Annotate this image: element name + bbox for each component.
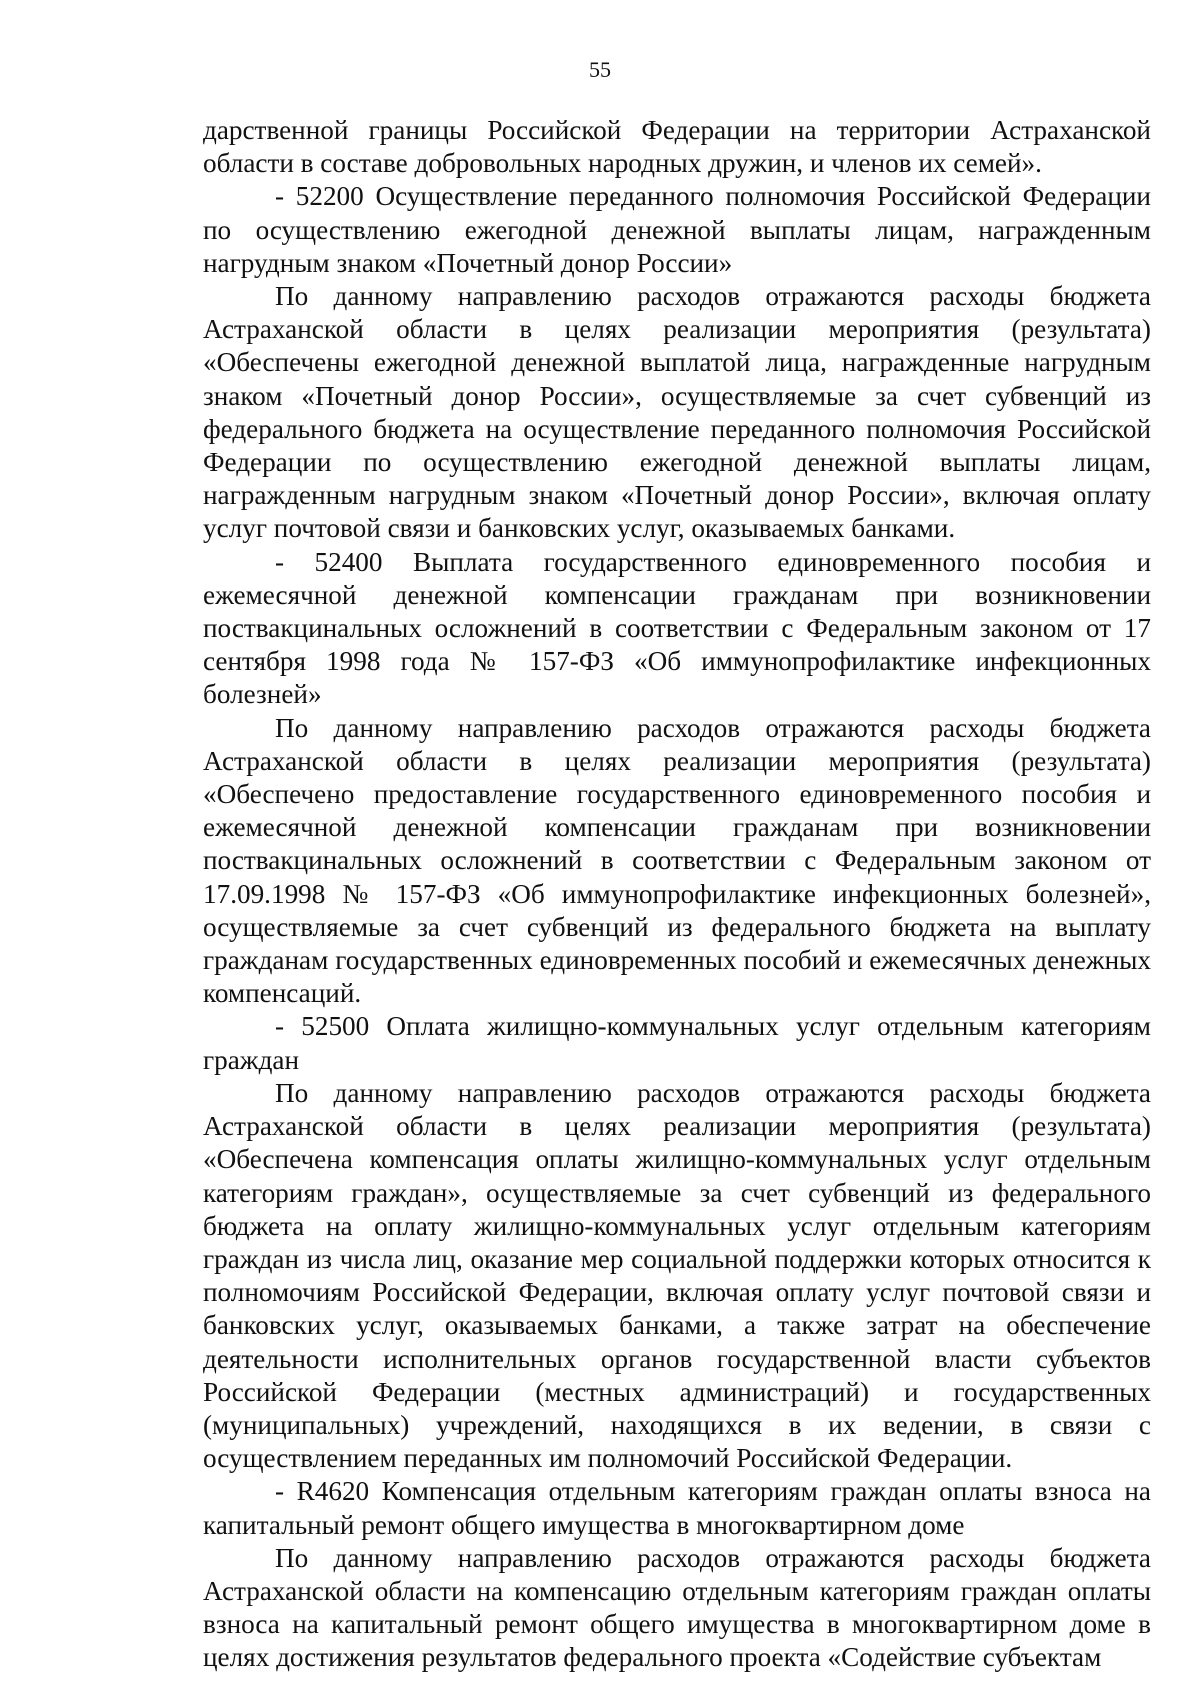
- paragraph-description-52400: По данному направлению расходов отражаются расходы бюджета Астраханской области в целях реализации мероприятия (результата) «Обеспечено предоставление государственного единовременного пособия и ежемесячной денежной компенсации гражданам при возникновении поствакцинальных осложнений в соответствии с Федеральным законом от 17.09.1998 № 157-ФЗ «Об иммунопрофилактике инфекционных болезней», осуществляемые за счет субвенций из федерального бюджета на выплату гражданам государственных единовременных пособий и ежемесячных денежных компенсаций.: [203, 712, 1151, 1009]
- paragraph-description-r4620: По данному направлению расходов отражаются расходы бюджета Астраханской области на компенсацию отдельным категориям граждан оплаты взноса на капитальный ремонт общего имущества в многоквартирном доме в целях достижения результатов федерального проекта «Содействие субъектам: [203, 1542, 1151, 1673]
- paragraph-continuation: дарственной границы Российской Федерации на территории Астраханской области в составе добровольных народных дружин, и членов их семей».: [203, 115, 1151, 179]
- page-number: 55: [589, 57, 611, 82]
- paragraph-item-52200: - 52200 Осуществление переданного полномочия Российской Федерации по осуществлению ежегодной денежной выплаты лицам, награжденным нагрудным знаком «Почетный донор России»: [203, 181, 1151, 278]
- body-text: [203, 114, 1151, 1675]
- paragraph-description-52200: По данному направлению расходов отражаются расходы бюджета Астраханской области в целях реализации мероприятия (результата) «Обеспечены ежегодной денежной выплатой лица, награжденные нагрудным знаком «Почетный донор России», осуществляемые за счет субвенций из федерального бюджета на осуществление переданного полномочия Российской Федерации по осуществлению ежегодной денежной выплаты лицам, награжденным нагрудным знаком «Почетный донор России», включая оплату услуг почтовой связи и банковских услуг, оказываемых банками.: [203, 281, 1151, 544]
- paragraph-description-52500: По данному направлению расходов отражаются расходы бюджета Астраханской области в целях реализации мероприятия (результата) «Обеспечена компенсация оплаты жилищно-коммунальных услуг отдельным категориям граждан», осуществляемые за счет субвенций из федерального бюджета на оплату жилищно-коммунальных услуг отдельным категориям граждан из числа лиц, оказание мер социальной поддержки которых относится к полномочиям Российской Федерации, включая оплату услуг почтовой связи и банковских услуг, оказываемых банками, а также затрат на обеспечение деятельности исполнительных органов государственной власти субъектов Российской Федерации (местных администраций) и государственных (муниципальных) учреждений, находящихся в их ведении, в связи с осуществлением переданных им полномочий Российской Федерации.: [203, 1077, 1151, 1474]
- paragraph-item-r4620: - R4620 Компенсация отдельным категориям граждан оплаты взноса на капитальный ремонт общего имущества в многоквартирном доме: [203, 1476, 1151, 1540]
- paragraph-item-52500: - 52500 Оплата жилищно-коммунальных услуг отдельным категориям граждан: [203, 1011, 1151, 1075]
- paragraph-item-52400: - 52400 Выплата государственного единовременного пособия и ежемесячной денежной компенсации гражданам при возникновении поствакцинальных осложнений в соответствии с Федеральным законом от 17 сентября 1998 года № 157-ФЗ «Об иммунопрофилактике инфекционных болезней»: [203, 546, 1151, 710]
